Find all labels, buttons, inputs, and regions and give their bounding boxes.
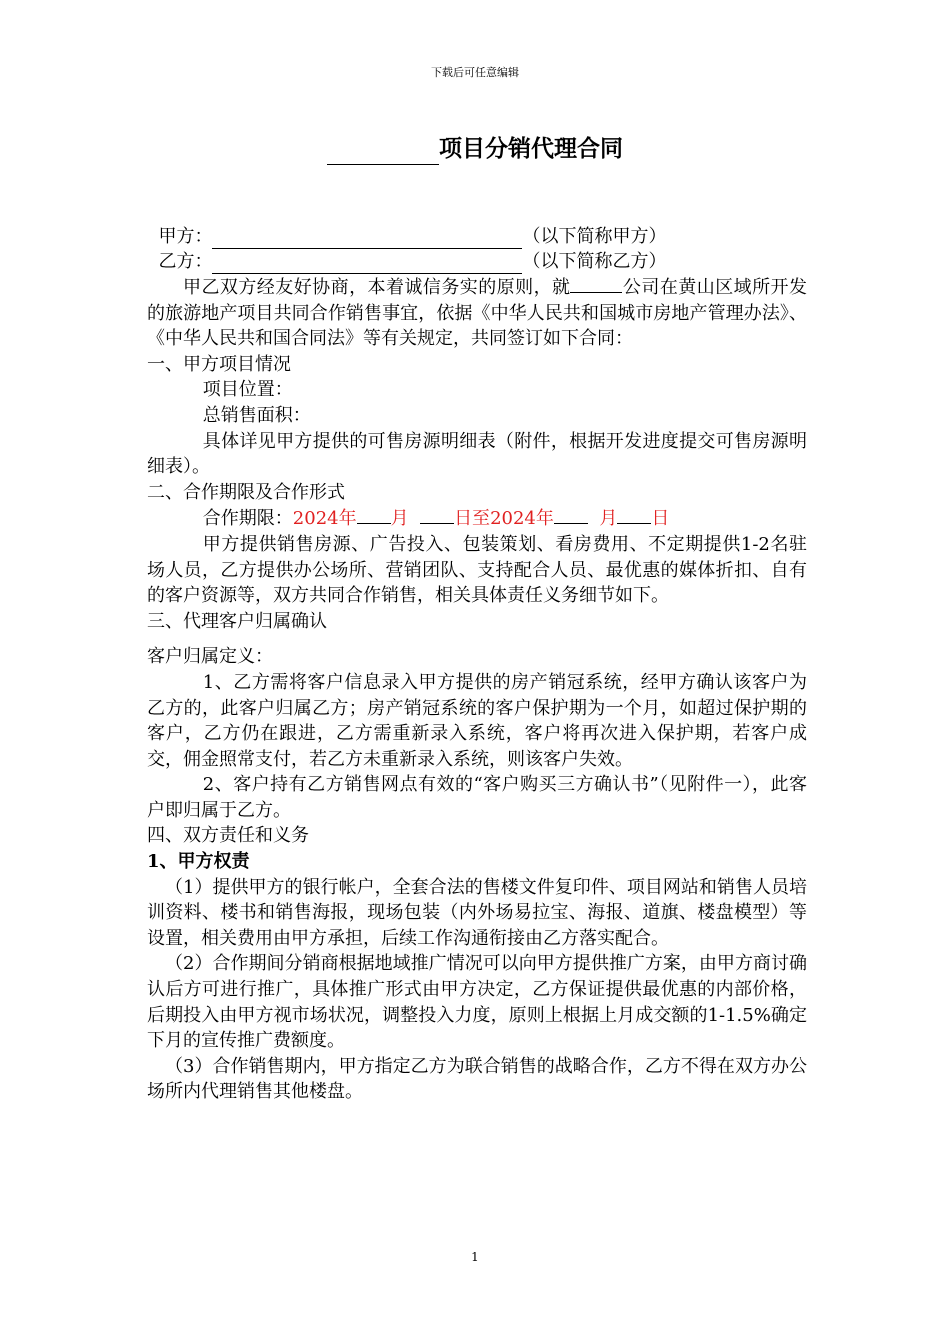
duty-3: （3）合作销售期内，甲方指定乙方为联合销售的战略合作，乙方不得在双方办公场所内代理销售其他楼盘。 (147, 1055, 807, 1103)
customer-def-label: 客户归属定义： (147, 646, 273, 668)
company-blank (570, 274, 622, 293)
month-end-blank (554, 505, 588, 524)
period-month-start: 月 (390, 508, 409, 530)
period-label: 合作期限： (202, 508, 293, 530)
duty-1: （1）提供甲方的银行帐户，全套合法的售楼文件复印件、项目网站和销售人员培训资料、楼书和销售海报，现场包装（内外场易拉宝、海报、道旗、楼盘模型）等设置，相关费用由甲方承担，后续工作沟通衔接由乙方落实配合。 (147, 876, 807, 949)
party-b-line (147, 226, 666, 274)
total-area: 总销售面积： (202, 404, 311, 426)
section2-title: 二、合作期限及合作形式 (147, 481, 345, 503)
intro-text-2: 公司在黄山区域所开发的旅游地产项目共同合作销售事宜，依据《中华人民共和国城市房地产管理办法》、《中华人民共和国合同法》等有关规定，共同签订如下合同： (147, 277, 807, 350)
section4-title: 四、双方责任和义务 (147, 825, 309, 847)
duty-2: （2）合作期间分销商根据地域推广情况可以向甲方提供推广方案，由甲方商讨确认后方可进行推广，具体推广形式由甲方决定，乙方保证提供最优惠的内部价格，后期投入由甲方视市场状况，调整投入力度，原则上根据上月成交额的1-1.5%确定下月的宣传推广费额度。 (147, 953, 807, 1052)
day-end-blank (617, 505, 651, 524)
details-paragraph: 具体详见甲方提供的可售房源明细表（附件，根据开发进度提交可售房源明细表）。 (147, 430, 807, 478)
project-location: 项目位置： (202, 379, 293, 401)
period-year-end: 2024年 (490, 508, 554, 530)
subsection-a-title: 1、甲方权责 (147, 851, 250, 873)
intro-text-1: 甲乙双方经友好协商，本着诚信务实的原则，就 (183, 277, 571, 298)
period-day-to: 日至 (454, 508, 491, 530)
party-a-note: （以下简称甲方） (522, 226, 667, 247)
header-note: 下载后可任意编辑 (431, 66, 519, 79)
day-start-blank (420, 505, 454, 524)
title-blank (327, 136, 439, 165)
period-year-start: 2024年 (292, 508, 357, 530)
party-b-blank (212, 253, 522, 274)
cooperation-paragraph: 甲方提供销售房源、广告投入、包装策划、看房费用、不定期提供1-2名驻场人员，乙方提供办公场所、营销团队、支持配合人员、最优惠的媒体折扣、自有的客户资源等，双方共同合作销售，相关具体责任义务细节如下。 (147, 533, 807, 607)
party-b-note: （以下简称乙方） (522, 251, 667, 272)
party-a-label: 甲方： (158, 226, 213, 247)
page-number: 1 (471, 1250, 479, 1264)
party-b-label: 乙方： (158, 251, 213, 272)
section3-title: 三、代理客户归属确认 (147, 610, 327, 632)
document-title (0, 133, 950, 165)
period-month-end: 月 (599, 508, 618, 530)
customer-rule-1: 1、乙方需将客户信息录入甲方提供的房产销冠系统，经甲方确认该客户为乙方的，此客户归属乙方；房产销冠系统的客户保护期为一个月，如超过保护期的客户，乙方仍在跟进，乙方需重新录入系统，客户将再次进入保护期，若客户成交，佣金照常支付，若乙方未重新录入系统，则该客户失效。 (147, 671, 807, 770)
intro-paragraph (147, 274, 807, 352)
month-start-blank (357, 505, 391, 524)
period-line (147, 505, 807, 532)
period-day-end: 日 (651, 508, 670, 530)
title-text: 项目分销代理合同 (439, 135, 623, 162)
section1-title: 一、甲方项目情况 (147, 353, 291, 375)
customer-rule-2: 2、客户持有乙方销售网点有效的“客户购买三方确认书”（见附件一），此客户即归属于乙方。 (147, 774, 807, 821)
contract-body (147, 274, 807, 1105)
